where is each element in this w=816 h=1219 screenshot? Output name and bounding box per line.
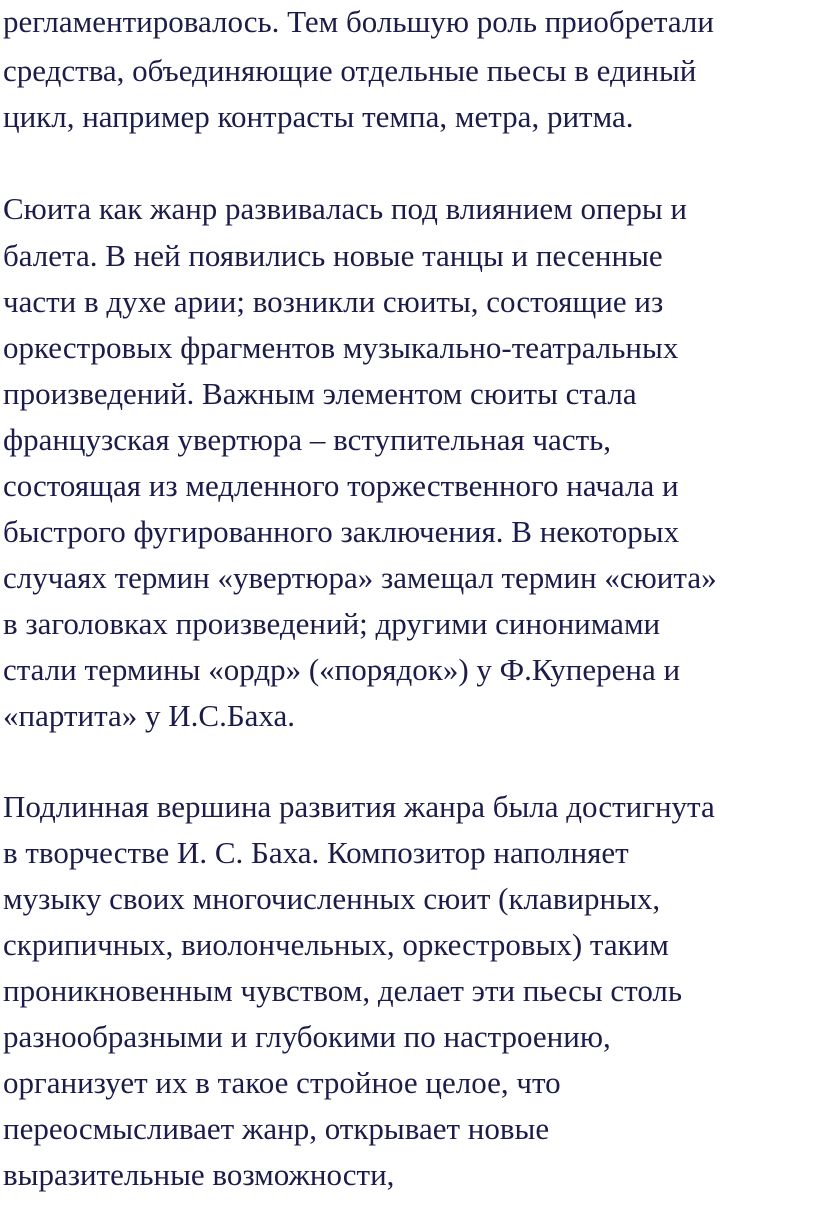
paragraph-2-line-10: в заголовках произведений; другими синонимами: [3, 606, 661, 641]
paragraph-2-line-6: французская увертюра – вступительная часть,: [3, 422, 612, 457]
paragraph-3-line-8: переосмысливает жанр, открывает новые: [3, 1111, 550, 1146]
paragraph-2-line-3: части в духе арии; возникли сюиты, состоящие из: [3, 284, 664, 319]
paragraph-3-line-7: организует их в такое стройное целое, что: [3, 1065, 561, 1100]
paragraph-2-line-5: произведений. Важным элементом сюиты стала: [3, 376, 637, 411]
paragraph-2-line-11: стали термины «ордр» («порядок») у Ф.Куперена и: [3, 652, 681, 687]
paragraph-2-line-12: «партита» у И.С.Баха.: [3, 698, 295, 733]
paragraph-3-line-5: проникновенным чувством, делает эти пьесы столь: [3, 973, 683, 1008]
paragraph-2-line-9: случаях термин «увертюра» замещал термин «сюита»: [3, 560, 717, 595]
paragraph-3-line-9: выразительные возможности,: [3, 1157, 395, 1192]
paragraph-1-line-2: средства, объединяющие отдельные пьесы в единый: [3, 53, 697, 88]
paragraph-3-line-3: музыку своих многочисленных сюит (клавирных,: [3, 881, 661, 916]
paragraph-3-line-4: скрипичных, виолончельных, оркестровых) таким: [3, 927, 669, 962]
paragraph-2-line-8: быстрого фугированного заключения. В некоторых: [3, 514, 680, 549]
paragraph-3-line-2: в творчестве И. С. Баха. Композитор наполняет: [3, 835, 629, 870]
paragraph-3-line-6: разнообразными и глубокими по настроению,: [3, 1019, 611, 1054]
paragraph-2-line-1: Сюита как жанр развивалась под влиянием оперы и: [3, 191, 687, 226]
paragraph-3-line-1: Подлинная вершина развития жанра была достигнута: [3, 789, 715, 824]
paragraph-2-line-7: состоящая из медленного торжественного начала и: [3, 468, 679, 503]
paragraph-1-line-1: регламентировалось. Тем большую роль приобретали: [3, 4, 714, 39]
paragraph-1-line-3: цикл, например контрасты темпа, метра, ритма.: [3, 99, 634, 134]
paragraph-2-line-2: балета. В ней появились новые танцы и песенные: [3, 238, 663, 273]
paragraph-2-line-4: оркестровых фрагментов музыкально-театральных: [3, 330, 679, 365]
